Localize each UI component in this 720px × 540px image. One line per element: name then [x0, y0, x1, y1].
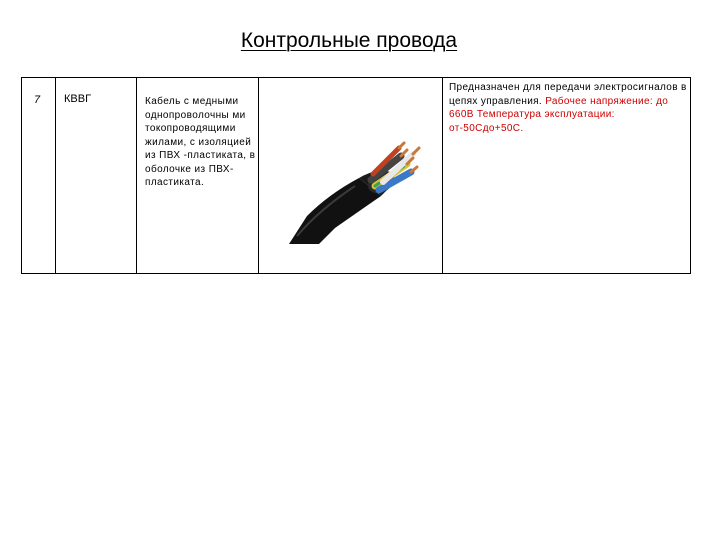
row-number: 7	[34, 94, 41, 106]
purpose-voltage: Рабочее напряжение: до 660В	[449, 95, 669, 120]
purpose-temperature: Температура эксплуатации: от-50Сдо+50С.	[449, 109, 615, 134]
cell-description	[137, 78, 259, 273]
cell-image	[259, 78, 443, 273]
cable-table	[21, 77, 691, 274]
cable-icon	[289, 136, 429, 244]
cell-number	[22, 78, 56, 273]
purpose-text: Предназначен для передачи электросигналов в цепях управления.	[449, 82, 687, 107]
cell-purpose	[443, 78, 690, 273]
cell-code	[56, 78, 137, 273]
cable-purpose	[449, 81, 691, 135]
cable-code: КВВГ	[64, 93, 92, 105]
cable-description: Кабель с медными однопроволочны ми токопроводящими жилами, с изоляцией из ПВХ -пластиката, в оболочке из ПВХ-пластиката.	[145, 96, 256, 188]
page-title: Контрольные провода	[240, 29, 458, 52]
